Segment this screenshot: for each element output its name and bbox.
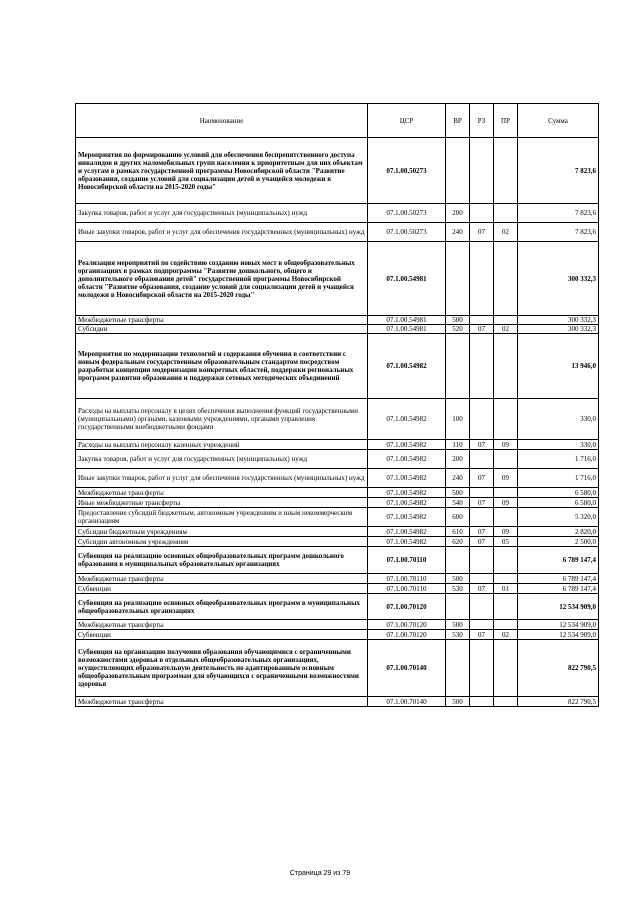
- row-sum: 300 332,3: [518, 325, 599, 334]
- row-pr: 02: [494, 223, 518, 242]
- header-sum: Сумма: [518, 104, 599, 138]
- table-row: [76, 630, 599, 640]
- row-csr: 07.1.00.50273: [368, 223, 446, 242]
- row-sum: 330,0: [518, 440, 599, 450]
- row-vr: [446, 594, 470, 620]
- page-footer: Страница 29 из 79: [289, 870, 351, 877]
- table-row: [76, 508, 599, 527]
- row-csr: 07.1.00.70110: [368, 584, 446, 594]
- row-rz: [470, 640, 494, 697]
- row-pr: [494, 316, 518, 325]
- row-csr: 07.1.00.54981: [368, 242, 446, 316]
- row-csr: 07.1.00.54981: [368, 316, 446, 325]
- row-vr: 240: [446, 469, 470, 488]
- row-name: Субвенция на реализацию основных общеобразовательных программ дошкольного образования в муниципальных образовательных организациях: [76, 547, 368, 574]
- row-rz: [470, 399, 494, 440]
- row-name: Иные закупки товаров, работ и услуг для обеспечения государственных (муниципальных) нужд: [76, 469, 368, 488]
- row-sum: 13 946,0: [518, 334, 599, 399]
- row-vr: 500: [446, 697, 470, 707]
- row-csr: 07.1.00.54982: [368, 334, 446, 399]
- row-sum: 822 790,5: [518, 697, 599, 707]
- header-csr: ЦСР: [368, 104, 446, 138]
- row-vr: 500: [446, 488, 470, 498]
- row-sum: 1 716,0: [518, 469, 599, 488]
- table-row: [76, 640, 599, 697]
- table-row: [76, 399, 599, 440]
- row-pr: 01: [494, 584, 518, 594]
- row-vr: 200: [446, 450, 470, 469]
- table-row: [76, 537, 599, 547]
- row-pr: [494, 508, 518, 527]
- row-vr: 500: [446, 316, 470, 325]
- row-rz: [470, 620, 494, 630]
- header-vr: ВР: [446, 104, 470, 138]
- table-row: [76, 440, 599, 450]
- row-csr: 07.1.00.54982: [368, 488, 446, 498]
- table-row: [76, 620, 599, 630]
- row-sum: 6 789 147,4: [518, 574, 599, 584]
- row-name: Межбюджетные трансферты: [76, 488, 368, 498]
- row-sum: 822 790,5: [518, 640, 599, 697]
- table-row: [76, 488, 599, 498]
- row-vr: 500: [446, 574, 470, 584]
- row-vr: [446, 640, 470, 697]
- row-name: Расходы на выплаты персоналу казенных учреждений: [76, 440, 368, 450]
- row-rz: 07: [470, 223, 494, 242]
- row-name: Субсидии бюджетным учреждениям: [76, 527, 368, 537]
- row-vr: [446, 547, 470, 574]
- row-vr: 600: [446, 508, 470, 527]
- row-name: Закупка товаров, работ и услуг для государственных (муниципальных) нужд: [76, 204, 368, 223]
- row-csr: 07.1.00.70120: [368, 630, 446, 640]
- table-row: [76, 547, 599, 574]
- table-body: [76, 138, 599, 707]
- row-name: Межбюджетные трансферты: [76, 620, 368, 630]
- table-row: [76, 316, 599, 325]
- row-csr: 07.1.00.70140: [368, 697, 446, 707]
- row-pr: [494, 574, 518, 584]
- row-csr: 07.1.00.54982: [368, 399, 446, 440]
- row-pr: [494, 547, 518, 574]
- table-row: [76, 334, 599, 399]
- row-rz: 07: [470, 630, 494, 640]
- row-name: Субвенция на организацию получения образования обучающимися с ограниченными возможностями здоровья в отдельных общеобразовательных организациях, осуществляющих образовательную деятельность по адаптированным основным общеобразовательным программам для обучающихся с ограниченными возможностями здоровья: [76, 640, 368, 697]
- row-rz: [470, 242, 494, 316]
- row-sum: 6 580,0: [518, 488, 599, 498]
- table-row: [76, 138, 599, 204]
- row-name: Мероприятия по формированию условий для обеспечения беспрепятственного доступа инвалидов и других маломобильных групп населения к приоритетным для них объектам и услугам в рамках государственной программы Новосибирской области "Развитие образования, создание условий для социализации детей и учащейся молодежи в Новосибирской области на 2015-2020 годы": [76, 138, 368, 204]
- table-row: [76, 498, 599, 508]
- row-rz: 07: [470, 469, 494, 488]
- row-csr: 07.1.00.70120: [368, 620, 446, 630]
- row-sum: 7 823,6: [518, 204, 599, 223]
- row-sum: 12 534 909,0: [518, 594, 599, 620]
- row-vr: 620: [446, 537, 470, 547]
- row-sum: 12 534 909,0: [518, 620, 599, 630]
- row-vr: 500: [446, 620, 470, 630]
- row-name: Реализация мероприятий по содействию созданию новых мест в общеобразовательных организациях в рамках подпрограммы "Развитие дошкольного, общего и дополнительного образования детей" государственной программы Новосибирской области "Развитие образования, создание условий для социализации детей и учащейся молодежи в Новосибирской области на 2015-2020 годы": [76, 242, 368, 316]
- row-csr: 07.1.00.70120: [368, 594, 446, 620]
- row-name: Иные межбюджетные трансферты: [76, 498, 368, 508]
- row-sum: 6 580,0: [518, 498, 599, 508]
- row-pr: 02: [494, 325, 518, 334]
- header-rz: РЗ: [470, 104, 494, 138]
- row-vr: 540: [446, 498, 470, 508]
- row-rz: [470, 547, 494, 574]
- row-vr: 530: [446, 630, 470, 640]
- header-name: Наименование: [76, 104, 368, 138]
- row-sum: 7 823,6: [518, 138, 599, 204]
- row-vr: 110: [446, 440, 470, 450]
- row-pr: [494, 334, 518, 399]
- row-sum: 330,0: [518, 399, 599, 440]
- row-sum: 5 320,0: [518, 508, 599, 527]
- row-name: Субсидии: [76, 325, 368, 334]
- row-vr: [446, 242, 470, 316]
- row-pr: 09: [494, 498, 518, 508]
- row-pr: [494, 697, 518, 707]
- table-row: [76, 450, 599, 469]
- row-csr: 07.1.00.54982: [368, 450, 446, 469]
- row-pr: [494, 242, 518, 316]
- row-name: Межбюджетные трансферты: [76, 697, 368, 707]
- row-name: Мероприятия по модернизации технологий и содержания обучения в соответствии с новым федеральным государственным образовательным стандартом посредством разработки концепции модернизации конкретных областей, поддержки региональных программ развития образования и поддержки сетевых методических объединений: [76, 334, 368, 399]
- row-vr: 530: [446, 584, 470, 594]
- row-rz: [470, 316, 494, 325]
- row-name: Закупка товаров, работ и услуг для государственных (муниципальных) нужд: [76, 450, 368, 469]
- row-csr: 07.1.00.54982: [368, 498, 446, 508]
- row-csr: 07.1.00.70140: [368, 640, 446, 697]
- row-csr: 07.1.00.50273: [368, 204, 446, 223]
- table-row: [76, 204, 599, 223]
- row-pr: 09: [494, 527, 518, 537]
- row-pr: [494, 399, 518, 440]
- row-pr: 09: [494, 469, 518, 488]
- row-sum: 6 789 147,4: [518, 584, 599, 594]
- row-csr: 07.1.00.70110: [368, 547, 446, 574]
- row-rz: 07: [470, 537, 494, 547]
- header-pr: ПР: [494, 104, 518, 138]
- table-row: [76, 697, 599, 707]
- row-name: Межбюджетные трансферты: [76, 574, 368, 584]
- row-rz: [470, 450, 494, 469]
- row-pr: [494, 640, 518, 697]
- row-rz: [470, 594, 494, 620]
- row-pr: 02: [494, 630, 518, 640]
- row-name: Предоставление субсидий бюджетным, автономным учреждениям и иным некоммерческим организациям: [76, 508, 368, 527]
- row-sum: 300 332,3: [518, 242, 599, 316]
- row-rz: [470, 508, 494, 527]
- row-csr: 07.1.00.70110: [368, 574, 446, 584]
- row-sum: 2 820,0: [518, 527, 599, 537]
- row-csr: 07.1.00.54982: [368, 537, 446, 547]
- row-rz: 07: [470, 527, 494, 537]
- row-rz: [470, 204, 494, 223]
- row-sum: 1 716,0: [518, 450, 599, 469]
- row-name: Субвенция на реализацию основных общеобразовательных программ в муниципальных общеобразовательных организациях: [76, 594, 368, 620]
- row-name: Иные закупки товаров, работ и услуг для обеспечения государственных (муниципальных) нужд: [76, 223, 368, 242]
- row-pr: 09: [494, 440, 518, 450]
- row-rz: [470, 488, 494, 498]
- row-rz: [470, 697, 494, 707]
- row-name: Субсидии автономным учреждениям: [76, 537, 368, 547]
- row-name: Расходы на выплаты персоналу в целях обеспечения выполнения функций государственными (муниципальными) органами, казенными учреждениями, органами управления государственными внебюджетными фондами: [76, 399, 368, 440]
- row-name: Субвенции: [76, 584, 368, 594]
- row-sum: 12 534 909,0: [518, 630, 599, 640]
- table-header-row: [76, 104, 599, 138]
- row-pr: [494, 594, 518, 620]
- row-vr: 100: [446, 399, 470, 440]
- row-pr: [494, 138, 518, 204]
- table-row: [76, 469, 599, 488]
- row-vr: 520: [446, 325, 470, 334]
- row-pr: [494, 620, 518, 630]
- table-row: [76, 223, 599, 242]
- table-row: [76, 584, 599, 594]
- row-vr: [446, 138, 470, 204]
- row-sum: 6 789 147,4: [518, 547, 599, 574]
- row-rz: 07: [470, 440, 494, 450]
- table-row: [76, 594, 599, 620]
- row-csr: 07.1.00.54981: [368, 325, 446, 334]
- row-rz: [470, 574, 494, 584]
- table-row: [76, 325, 599, 334]
- row-pr: 05: [494, 537, 518, 547]
- table-row: [76, 574, 599, 584]
- row-csr: 07.1.00.54982: [368, 508, 446, 527]
- budget-table: [75, 103, 599, 707]
- row-vr: [446, 334, 470, 399]
- table-row: [76, 527, 599, 537]
- row-rz: [470, 334, 494, 399]
- table-row: [76, 242, 599, 316]
- row-csr: 07.1.00.54982: [368, 440, 446, 450]
- row-vr: 610: [446, 527, 470, 537]
- row-pr: [494, 488, 518, 498]
- row-pr: [494, 204, 518, 223]
- row-csr: 07.1.00.54982: [368, 527, 446, 537]
- row-rz: 07: [470, 584, 494, 594]
- row-pr: [494, 450, 518, 469]
- row-sum: 2 500,0: [518, 537, 599, 547]
- row-name: Межбюджетные трансферты: [76, 316, 368, 325]
- row-vr: 240: [446, 223, 470, 242]
- row-rz: 07: [470, 325, 494, 334]
- row-csr: 07.1.00.54982: [368, 469, 446, 488]
- row-name: Субвенции: [76, 630, 368, 640]
- row-sum: 7 823,6: [518, 223, 599, 242]
- row-sum: 300 332,3: [518, 316, 599, 325]
- row-rz: 07: [470, 498, 494, 508]
- row-rz: [470, 138, 494, 204]
- row-csr: 07.1.00.50273: [368, 138, 446, 204]
- row-vr: 200: [446, 204, 470, 223]
